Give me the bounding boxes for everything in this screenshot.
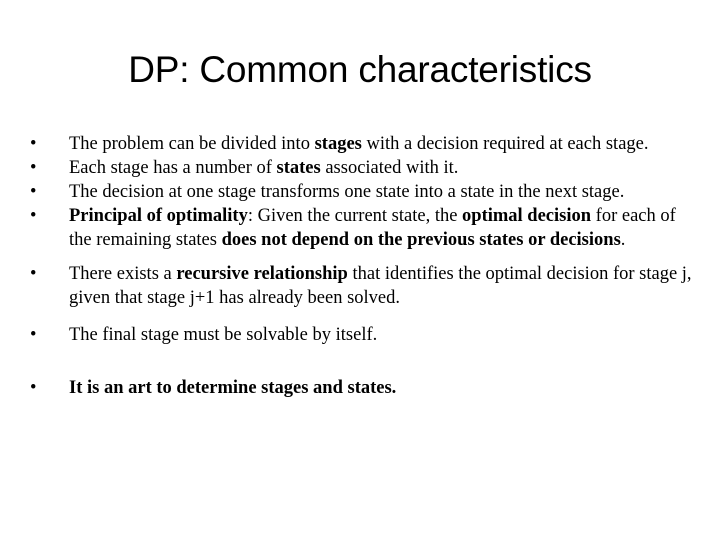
text-run: The decision at one stage transforms one state into a state in the next stage. xyxy=(69,182,625,202)
bullet-text xyxy=(69,325,377,345)
bullet-item-stages xyxy=(30,132,700,156)
bold-term-recursive: recursive relationship xyxy=(176,264,348,284)
bullet-text xyxy=(69,182,624,202)
bold-term-optimal-decision: optimal decision xyxy=(462,206,592,226)
bullet-list xyxy=(30,132,700,400)
bullet-item-transform xyxy=(30,180,700,204)
bullet-text xyxy=(69,134,649,154)
bullet-item-final-stage xyxy=(30,323,700,347)
bold-term-independence: does not depend on the previous states or decisions xyxy=(221,230,621,250)
bold-term-art: It is an art to determine stages and states. xyxy=(69,378,397,398)
bullet-text xyxy=(69,264,692,308)
text-run: The problem can be divided into xyxy=(69,134,315,154)
bullet-item-states xyxy=(30,156,700,180)
bullet-icon: • xyxy=(30,264,37,284)
bullet-icon: • xyxy=(30,134,37,154)
bullet-item-optimality xyxy=(30,204,700,252)
slide-title: DP: Common characteristics xyxy=(128,49,592,90)
bullet-text xyxy=(69,206,676,250)
bullet-icon: • xyxy=(30,206,37,226)
bold-term-stages: stages xyxy=(314,134,362,154)
text-run: for each of the remaining states xyxy=(69,206,676,250)
bullet-icon: • xyxy=(30,158,37,178)
bullet-icon: • xyxy=(30,378,37,398)
text-run: associated with it. xyxy=(320,158,459,178)
text-run: with a decision required at each stage. xyxy=(361,134,649,154)
bullet-item-recursive xyxy=(30,262,700,310)
bold-term-states: states xyxy=(276,158,321,178)
text-run: The final stage must be solvable by itself. xyxy=(69,325,378,345)
bullet-icon: • xyxy=(30,325,37,345)
bullet-text xyxy=(69,158,458,178)
bullet-item-art xyxy=(30,376,700,400)
bold-term-principal: Principal of optimality xyxy=(69,206,248,226)
text-run: : Given the current state, the xyxy=(247,206,463,226)
text-run: Each stage has a number of xyxy=(69,158,277,178)
text-run: There exists a xyxy=(69,264,177,284)
bullet-icon: • xyxy=(30,182,37,202)
text-run: that identifies the optimal decision for stage j, given that stage j+1 has already been solved. xyxy=(69,264,692,308)
text-run: . xyxy=(620,230,626,250)
bullet-text xyxy=(69,378,396,398)
